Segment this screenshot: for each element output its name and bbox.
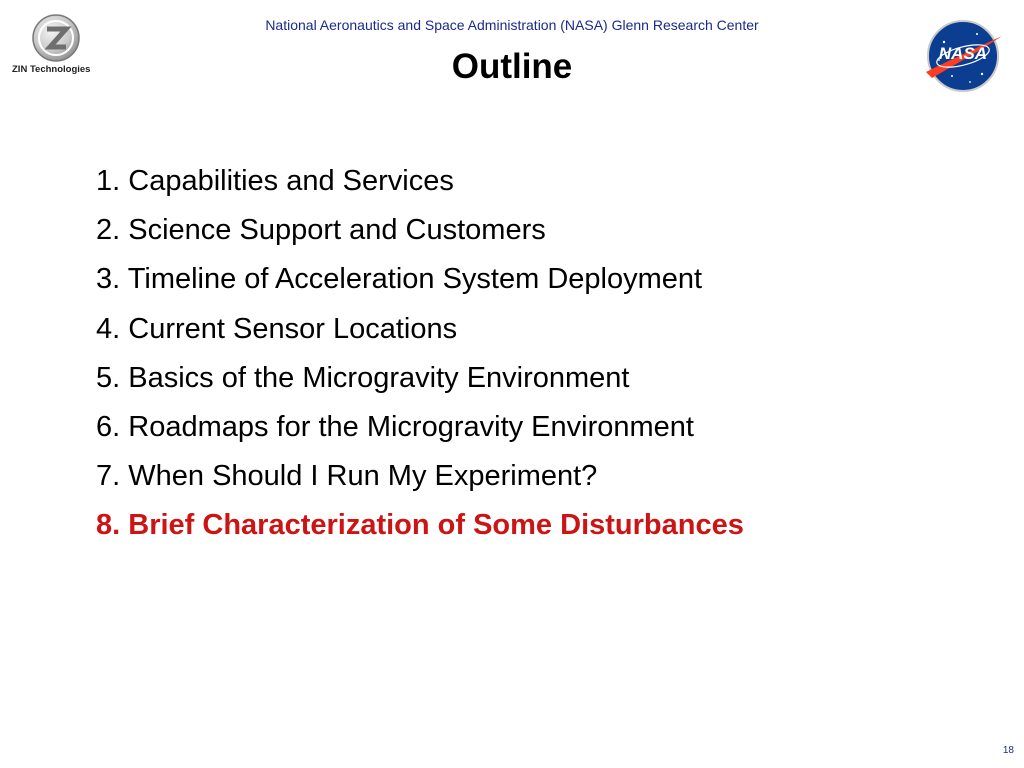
outline-item-number: 5.: [96, 361, 121, 394]
outline-item-6: [96, 403, 744, 452]
slide-title: Outline: [451, 47, 573, 86]
outline-item-number: 7.: [96, 460, 121, 493]
outline-item-number: 2.: [96, 214, 121, 247]
outline-item-text: Basics of the Microgravity Environment: [128, 361, 630, 394]
outline-list: [96, 157, 744, 551]
outline-item-1: [96, 157, 744, 206]
outline-item-text: Current Sensor Locations: [128, 312, 458, 345]
header-organization: National Aeronautics and Space Administration (NASA) Glenn Research Center: [265, 17, 759, 33]
outline-item-2: [96, 206, 744, 255]
outline-item-number: 8.: [96, 509, 121, 542]
outline-item-text: Roadmaps for the Microgravity Environment: [128, 411, 694, 444]
outline-item-number: 6.: [96, 411, 121, 444]
outline-item-4: [96, 305, 744, 354]
outline-item-number: 4.: [96, 312, 121, 345]
outline-item-text: When Should I Run My Experiment?: [128, 460, 598, 493]
outline-item-7: [96, 452, 744, 501]
outline-item-text: Timeline of Acceleration System Deployment: [127, 263, 703, 296]
outline-item-8: [96, 501, 744, 550]
outline-item-text: Brief Characterization of Some Disturbances: [128, 509, 744, 542]
outline-item-text: Science Support and Customers: [128, 214, 546, 247]
outline-item-5: [96, 354, 744, 403]
outline-item-3: [96, 255, 744, 304]
zin-logo-caption: ZIN Technologies: [12, 64, 91, 75]
outline-item-text: Capabilities and Services: [128, 165, 454, 197]
page-number: 18: [1002, 745, 1014, 756]
nasa-wordmark: NASA: [938, 44, 988, 63]
outline-item-number: 1.: [96, 165, 121, 197]
outline-item-number: 3.: [96, 263, 121, 296]
